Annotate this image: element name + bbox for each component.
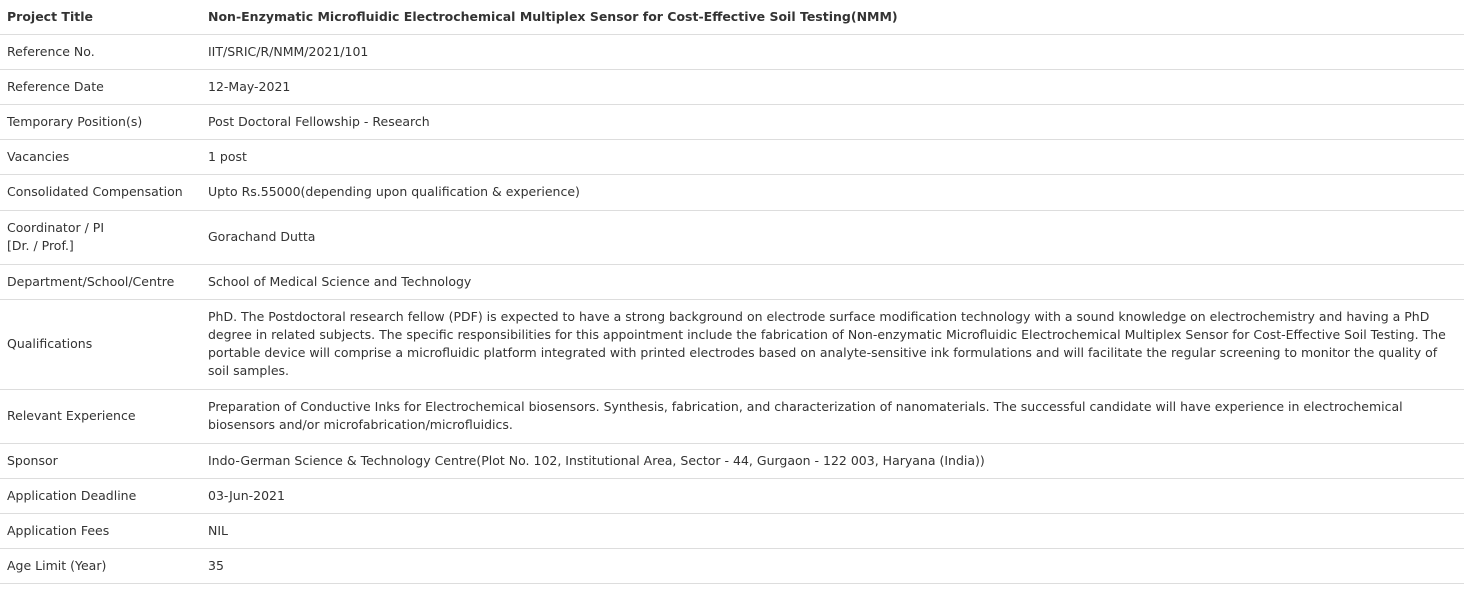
temporary-positions-label: Temporary Position(s) bbox=[0, 105, 200, 140]
application-deadline-label: Application Deadline bbox=[0, 479, 200, 514]
consolidated-compensation-value: Upto Rs.55000(depending upon qualification & experience) bbox=[200, 175, 1464, 211]
reference-no-label: Reference No. bbox=[0, 35, 200, 70]
age-limit-label: Age Limit (Year) bbox=[0, 549, 200, 584]
coordinator-pi-value: Gorachand Dutta bbox=[200, 211, 1464, 265]
row-department bbox=[0, 265, 1464, 300]
coordinator-pi-label-line2: [Dr. / Prof.] bbox=[7, 238, 74, 253]
row-reference-no bbox=[0, 35, 1464, 70]
row-application-fees bbox=[0, 514, 1464, 549]
vacancies-value: 1 post bbox=[200, 140, 1464, 175]
row-consolidated-compensation bbox=[0, 175, 1464, 211]
row-relevant-experience bbox=[0, 390, 1464, 444]
qualifications-label: Qualifications bbox=[0, 300, 200, 390]
reference-date-value: 12-May-2021 bbox=[200, 70, 1464, 105]
coordinator-pi-label bbox=[0, 211, 200, 265]
row-sponsor bbox=[0, 444, 1464, 479]
row-vacancies bbox=[0, 140, 1464, 175]
relevant-experience-label: Relevant Experience bbox=[0, 390, 200, 444]
project-title-value: Non-Enzymatic Microfluidic Electrochemical Multiplex Sensor for Cost-Effective Soil Testing(NMM) bbox=[200, 0, 1464, 35]
reference-date-label: Reference Date bbox=[0, 70, 200, 105]
row-coordinator-pi bbox=[0, 211, 1464, 265]
row-reference-date bbox=[0, 70, 1464, 105]
vacancies-label: Vacancies bbox=[0, 140, 200, 175]
department-value: School of Medical Science and Technology bbox=[200, 265, 1464, 300]
sponsor-value: Indo-German Science & Technology Centre(Plot No. 102, Institutional Area, Sector - 44, Gurgaon - 122 003, Haryana (India)) bbox=[200, 444, 1464, 479]
row-age-limit bbox=[0, 549, 1464, 584]
relevant-experience-value: Preparation of Conductive Inks for Electrochemical biosensors. Synthesis, fabrication, and characterization of nanomaterials. The successful candidate will have experience in electrochemical biosensors and/or microfabrication/microfluidics. bbox=[200, 390, 1464, 444]
row-temporary-positions bbox=[0, 105, 1464, 140]
application-deadline-value: 03-Jun-2021 bbox=[200, 479, 1464, 514]
sponsor-label: Sponsor bbox=[0, 444, 200, 479]
consolidated-compensation-label: Consolidated Compensation bbox=[0, 175, 200, 211]
temporary-positions-value: Post Doctoral Fellowship - Research bbox=[200, 105, 1464, 140]
reference-no-value: IIT/SRIC/R/NMM/2021/101 bbox=[200, 35, 1464, 70]
qualifications-value: PhD. The Postdoctoral research fellow (PDF) is expected to have a strong background on electrode surface modification technology with a sound knowledge on electrochemistry and having a PhD degree in related subjects. The specific responsibilities for this appointment include the fabrication of Non-enzymatic Microfluidic Electrochemical Multiplex Sensor for Cost-Effective Soil Testing. The portable device will comprise a microfluidic platform integrated with printed electrodes based on analyte-sensitive ink formulations and will facilitate the regular screening to monitor the quality of soil samples. bbox=[200, 300, 1464, 390]
department-label: Department/School/Centre bbox=[0, 265, 200, 300]
age-limit-value: 35 bbox=[200, 549, 1464, 584]
application-fees-value: NIL bbox=[200, 514, 1464, 549]
row-qualifications bbox=[0, 300, 1464, 390]
project-title-label: Project Title bbox=[0, 0, 200, 35]
application-fees-label: Application Fees bbox=[0, 514, 200, 549]
row-project-title bbox=[0, 0, 1464, 35]
coordinator-pi-label-line1: Coordinator / PI bbox=[7, 220, 105, 235]
row-application-deadline bbox=[0, 479, 1464, 514]
